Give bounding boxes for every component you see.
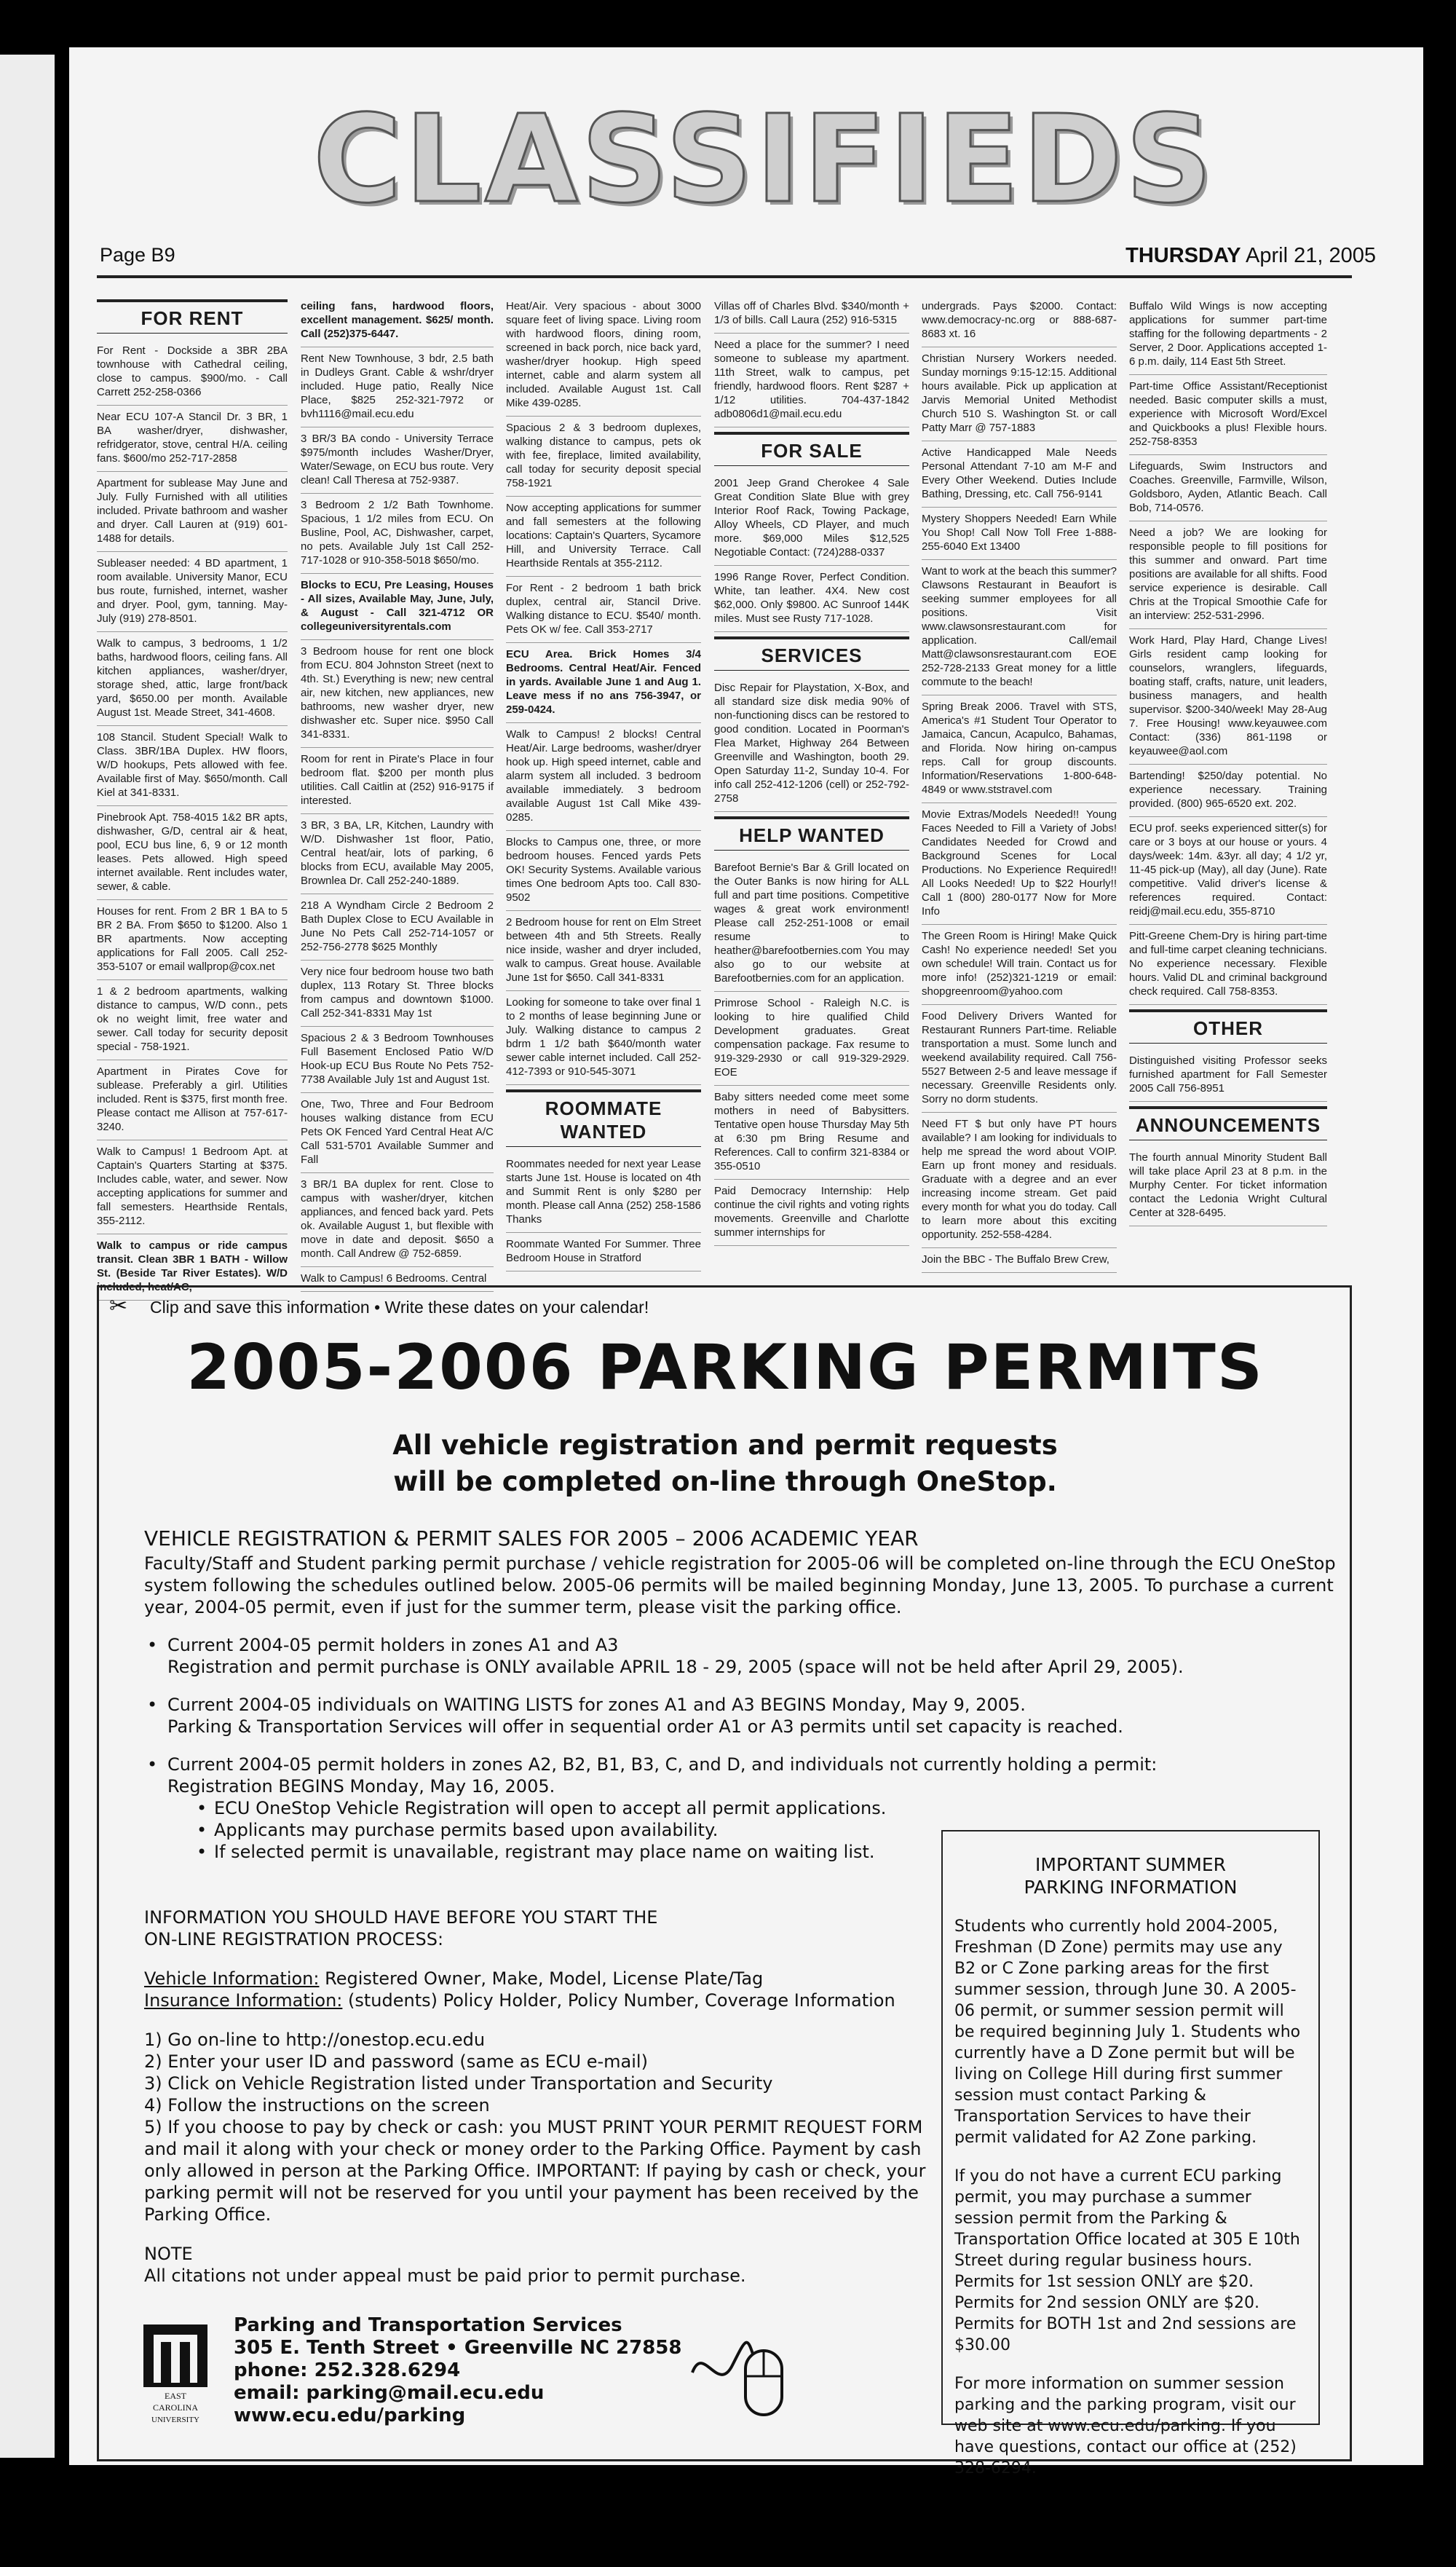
- ecu-logo: [139, 2322, 212, 2431]
- svg-text:UNIVERSITY: UNIVERSITY: [151, 2416, 199, 2424]
- insurance-info-text: (students) Policy Holder, Policy Number, Coverage Information: [342, 1990, 895, 2011]
- insurance-info-label: Insurance Information:: [144, 1990, 343, 2011]
- classified-ad: ceiling fans, hardwood floors, excellent management. $625/ month. Call (252)375-6447.: [301, 295, 494, 347]
- classified-ad: Movie Extras/Models Needed!! Young Faces Needed to Fill a Variety of Jobs! Candidates Needed for Crowd and Background Scenes for Local Productions. No Experience Required!! All Looks Needed! Up to $22 Hourly!! Call 1 (800) 280-0177 Now for More Info: [922, 803, 1117, 925]
- classified-ad: Part-time Office Assistant/Receptionist needed. Basic computer skills a must, experience with Microsoft Word/Excel and Quickbooks a plus! Flexible hours. 252-758-8353: [1129, 375, 1327, 455]
- section-heading-other: OTHER: [1129, 1009, 1327, 1044]
- registration-heading: VEHICLE REGISTRATION & PERMIT SALES FOR 2005 – 2006 ACADEMIC YEAR: [144, 1526, 919, 1550]
- computer-mouse-icon: [689, 2322, 798, 2424]
- schedule-item-line: Registration and permit purchase is ONLY available APRIL 18 - 29, 2005 (space will not be held after April 29, 2005).: [167, 1657, 1184, 1677]
- classified-ad: 1 & 2 bedroom apartments, walking distance to campus, W/D conn., pets ok no weight limit, free water and sewer. Call today for security deposit special - 758-1921.: [97, 980, 288, 1060]
- registration-steps: [144, 1906, 938, 2287]
- classified-ad: Villas off of Charles Blvd. $340/month + 1/3 of bills. Call Laura (252) 916-5315: [714, 295, 909, 334]
- classified-ad: Walk to campus, 3 bedrooms, 1 1/2 baths, hardwood floors, ceiling fans. All kitchen appliances, washer/dryer, storage shed, attic, large front/back yard, $650.00 per month. Available August 1st. Meade Street, 341-4608.: [97, 632, 288, 726]
- scissors-icon: ✂: [109, 1294, 128, 1318]
- masthead-title: CLASSIFIEDS: [313, 90, 1216, 230]
- schedule-subitem: • Applicants may purchase permits based upon availability.: [167, 1819, 1338, 1841]
- column-6: [1129, 295, 1327, 1271]
- section-heading-help-wanted: HELP WANTED: [714, 816, 909, 851]
- classified-ad: Looking for someone to take over final 1 to 2 months of lease beginning June or July. Walking distance to campus 2 bdrm 1 1/2 bath $640/month water sewer cable internet included. Call 252-412-7393 or 910-545-3071: [506, 991, 701, 1085]
- registration-intro: Faculty/Staff and Student parking permit purchase / vehicle registration for 2005-06 will be completed on-line through the ECU OneStop system following the schedules outlined below. 2005-06 permits will be mailed beginning Monday, June 13, 2005. To purchase a current year, 2004-05 permit, even if just for the summer term, please visit the parking office.: [144, 1553, 1336, 1617]
- classified-ad: 1996 Range Rover, Perfect Condition. White, tan leather. 4X4. New cost $62,000. Only $9800. AC Sunroof 144K miles. Must see Rusty 717-1028.: [714, 566, 909, 632]
- classified-ad: Need a job? We are looking for responsible people to fill positions for this summer and onward. Part time positions are available for all shifts. Food service experience is desirable. Call Chris at the Tropical Smoothie Cafe for an interview: 252-531-2996.: [1129, 521, 1327, 629]
- classified-ad: 2 Bedroom house for rent on Elm Street between 4th and 5th Streets. Really nice inside, washer and dryer included, walk to campus. Great house. Available June 1st for $650. Call 341-8331: [506, 911, 701, 991]
- classified-ad: 3 Bedroom house for rent one block from ECU. 804 Johnston Street (next to 4th. St.) Everything is new; new central air, new kitchen, new appliances, new bathrooms, new washer dryer, new dishwasher etc. Super nice. $950 Call 341-8331.: [301, 640, 494, 748]
- classified-ad: Roommate Wanted For Summer. Three Bedroom House in Stratford: [506, 1233, 701, 1271]
- classified-ad: Walk to Campus! 2 blocks! Central Heat/Air. Large bedrooms, washer/dryer hook up. High speed internet, cable and alarm system all included. 3 bedroom available immediately. 3 bedroom available August 1st Call Mike 439-0285.: [506, 723, 701, 831]
- section-heading-for-rent: FOR RENT: [97, 299, 288, 334]
- column-2: [301, 295, 494, 1285]
- classified-ad: Walk to Campus! 1 Bedroom Apt. at Captain's Quarters Starting at $375. Includes cable, water, and sewer. Now accepting applications for summer and fall semesters. Hearthside Rentals, 355-2112.: [97, 1140, 288, 1234]
- svg-text:EAST: EAST: [165, 2391, 186, 2401]
- column-1: [97, 295, 288, 1293]
- ad-title: 2005-2006 PARKING PERMITS: [186, 1331, 1264, 1404]
- issue-date-text: April 21, 2005: [1246, 244, 1376, 267]
- page-number: Page B9: [100, 244, 175, 266]
- summer-heading-line: PARKING INFORMATION: [1024, 1877, 1238, 1898]
- schedule-item-line: • Current 2004-05 individuals on WAITING LISTS for zones A1 and A3 BEGINS Monday, May 9, 2005.: [167, 1695, 1026, 1715]
- classified-ad: Disc Repair for Playstation, X-Box, and all standard size disk media 90% of non-functioning discs can be restored to good condition. Located in Poorman's Flea Market, Highway 264 Between Greenville and Washington, booth 29. Open Saturday 11-2, Sunday 10-4. For info call 252-412-1206 (cell) or 252-792-2758: [714, 677, 909, 812]
- classified-ad: ECU prof. seeks experienced sitter(s) for care or 3 boys at our house or yours. 4 days/week: 14m. &3yr. all day; 4 1/2 yr, 11-45 pick-up (May), all day (June). Rate competitive. Valid driver's license & references required. Contact: reidj@mail.ecu.edu, 355-8710: [1129, 817, 1327, 925]
- registration-info: [144, 1528, 1338, 1863]
- contact-web: www.ecu.edu/parking: [234, 2405, 466, 2426]
- note-text: All citations not under appeal must be paid prior to permit purchase.: [144, 2266, 746, 2286]
- column-4: [714, 295, 909, 1271]
- classified-ad: One, Two, Three and Four Bedroom houses walking distance from ECU Pets OK Fenced Yard Central Heat A/C Call 531-5701 Available Summer and Fall: [301, 1093, 494, 1173]
- classified-ad: 218 A Wyndham Circle 2 Bedroom 2 Bath Duplex Close to ECU Available in June No Pets Call 252-714-1057 or 252-756-2778 $625 Monthly: [301, 894, 494, 961]
- classified-ad: For Rent - 2 bedroom 1 bath brick duplex, central air, Stancil Drive. Walking distance to ECU. $540/ month. Pets OK w/ fee. Call 353-2717: [506, 577, 701, 643]
- column-3: [506, 295, 701, 1271]
- classified-ad: Bartending! $250/day potential. No experience necessary. Training provided. (800) 965-6520 ext. 202.: [1129, 765, 1327, 817]
- schedule-item-line: Registration BEGINS Monday, May 16, 2005.: [167, 1776, 555, 1797]
- classified-ad: Paid Democracy Internship: Help continue the civil rights and voting rights movements. Greenville and Charlotte summer internships for: [714, 1180, 909, 1246]
- classified-ad: ECU Area. Brick Homes 3/4 Bedrooms. Central Heat/Air. Fenced in yards. Available June 1 and Aug 1. Leave mess if no ans 756-3947, or 259-0424.: [506, 643, 701, 723]
- section-heading-announcements: ANNOUNCEMENTS: [1129, 1106, 1327, 1140]
- parking-permits-ad: [97, 1285, 1352, 2477]
- classified-ad: Blocks to ECU, Pre Leasing, Houses - All sizes, Available May, June, July, & August - Call 321-4712 OR collegeuniversityrentals.com: [301, 574, 494, 640]
- classified-ad: Distinguished visiting Professor seeks furnished apartment for Fall Semester 2005 Call 756-8951: [1129, 1049, 1327, 1102]
- classified-ad: Spacious 2 & 3 bedroom duplexes, walking distance to campus, pets ok with fee, fireplace, limited availability, call today for security deposit special 758-1921: [506, 417, 701, 497]
- contact-org: Parking and Transportation Services: [234, 2314, 622, 2336]
- classified-ad: 108 Stancil. Student Special! Walk to Class. 3BR/1BA Duplex. HW floors, W/D hookups, Pets allowed with fee. Available first of May. $650/month. Call Kiel at 341-8331.: [97, 726, 288, 806]
- classified-ad: Primrose School - Raleigh N.C. is looking to hire qualified Child Development graduates. Great compensation package. Fax resume to 919-329-2930 or call 919-329-2929. EOE: [714, 992, 909, 1086]
- classified-ad: Walk to Campus! 6 Bedrooms. Central: [301, 1267, 494, 1292]
- summer-paragraph: If you do not have a current ECU parking permit, you may purchase a summer session permit from the Parking & Transportation Office located at 305 E 10th Street during regular business hours. Permits for 1st session ONLY are $20. Permits for 2nd session ONLY are $20. Permits for BOTH 1st and 2nd sessions are $30.00: [954, 2167, 1300, 2354]
- contact-address: 305 E. Tenth Street • Greenville NC 27858: [234, 2337, 682, 2359]
- vehicle-info: [144, 1968, 938, 1990]
- summer-parking-box: [941, 1830, 1320, 2477]
- adjacent-page-edge: [0, 55, 55, 2458]
- schedule-item-line: • Current 2004-05 permit holders in zones A1 and A3: [167, 1635, 619, 1655]
- classified-ad: Now accepting applications for summer and fall semesters at the following locations: Captain's Quarters, Sycamore Hill, and University Terrace. Call Hearthside Rentals at 355-2112.: [506, 497, 701, 577]
- schedule-item: [144, 1634, 1338, 1678]
- svg-text:CAROLINA: CAROLINA: [153, 2402, 198, 2413]
- classified-ad: Work Hard, Play Hard, Change Lives! Girls resident camp looking for counselors, wranglers, lifeguards, boating staff, crafts, nature, unit leaders, business managers, and health supervisor. $200-340/week! May 28-Aug 7. Free Housing! www.keyauwee.com Contact: (336) 861-1198 or keyauwee@aol.com: [1129, 629, 1327, 765]
- contact-email: email: parking@mail.ecu.edu: [234, 2382, 545, 2404]
- classified-ad: 2001 Jeep Grand Cherokee 4 Sale Great Condition Slate Blue with grey Interior Roof Rack, Towing Package, Alloy Wheels, CD Player, and much more. $69,000 Miles $12,525 Negotiable Contact: (724)288-0337: [714, 472, 909, 566]
- classified-ad: 3 BR/1 BA duplex for rent. Close to campus with washer/dryer, kitchen appliances, and fenced back yard. Pets ok. Available August 1, but flexible with move in date and deposit. $650 a month. Call Andrew @ 752-6859.: [301, 1173, 494, 1267]
- classified-ad: Subleaser needed: 4 BD apartment, 1 room available. University Manor, ECU bus route, furnished, internet, washer and dryer. Pool, gym, tanning. May-July (919) 278-8501.: [97, 552, 288, 632]
- schedule-item-line: • Current 2004-05 permit holders in zones A2, B2, B1, B3, C, and D, and individuals not currently holding a permit:: [167, 1754, 1158, 1775]
- step: 1) Go on-line to http://onestop.ecu.edu: [144, 2030, 486, 2050]
- info-heading: INFORMATION YOU SHOULD HAVE BEFORE YOU START THE: [144, 1907, 658, 1928]
- classified-ad: For Rent - Dockside a 3BR 2BA townhouse with Cathedral ceiling, close to campus. $900/mo. - Call Carrett 252-258-0366: [97, 339, 288, 406]
- classified-ad: Want to work at the beach this summer? Clawsons Restaurant in Beaufort is seeking summer employees for all positions. Visit www.clawsonsrestaurant.com for application. Call/email Matt@clawsonsrestaurant.com EOE 252-728-2133 Great money for a little commute to the beach!: [922, 560, 1117, 695]
- classified-ad: 3 BR/3 BA condo - University Terrace $975/month includes Washer/Dryer, Water/Sewage, on ECU bus route. Very clean! Call Theresa at 752-9387.: [301, 427, 494, 494]
- vehicle-info-label: Vehicle Information:: [144, 1968, 320, 1989]
- schedule-subitem: • ECU OneStop Vehicle Registration will open to accept all permit applications.: [167, 1797, 1338, 1819]
- section-heading-for-sale: FOR SALE: [714, 432, 909, 466]
- classified-ad: Pinebrook Apt. 758-4015 1&2 BR apts, dishwasher, G/D, central air & heat, pool, ECU bus line, 6, 9 or 12 month leases. Pets allowed. High speed internet available. Rent includes water, sewer, & cable.: [97, 806, 288, 900]
- summer-heading: [954, 1853, 1307, 1898]
- classified-ad: Christian Nursery Workers needed. Sunday mornings 9:15-12:15. Additional hours available. Pick up application at Jarvis Memorial United Methodist Church 510 S. Washington St. or call Patty Marr @ 757-1883: [922, 347, 1117, 441]
- ad-subtitle: [99, 1427, 1351, 1500]
- ad-subtitle-line: will be completed on-line through OneStop.: [393, 1466, 1057, 1497]
- classified-ad: Blocks to Campus one, three, or more bedroom houses. Fenced yards Pets OK! Security Systems. Available various times One bedroom Apts too. Call 830-9502: [506, 831, 701, 911]
- contact-block: [234, 2314, 681, 2427]
- vehicle-info-text: Registered Owner, Make, Model, License Plate/Tag: [319, 1968, 764, 1989]
- classified-ad: Room for rent in Pirate's Place in four bedroom flat. $200 per month plus utilities. Call Caitlin at (252) 916-9175 if interested.: [301, 748, 494, 814]
- classified-ad: undergrads. Pays $2000. Contact: www.democracy-nc.org or 888-687-8683 xt. 16: [922, 295, 1117, 347]
- summer-heading-line: IMPORTANT SUMMER: [1034, 1854, 1227, 1875]
- classified-ad: Apartment in Pirates Cove for sublease. Preferably a girl. Utilities included. Rent is $375, first month free. Please contact me Allison at 757-617-3240.: [97, 1060, 288, 1140]
- classified-ad: Join the BBC - The Buffalo Brew Crew,: [922, 1248, 1117, 1273]
- summer-paragraph: Students who currently hold 2004-2005, Freshman (D Zone) permits may use any B2 or C Zone parking areas for the first summer session, through June 30. A 2005-06 permit, or summer session permit will be required beginning July 1. Students who currently have a D Zone permit but will be living on College Hill during first summer session must contact Parking & Transportation Services to have their permit validated for A2 Zone parking.: [954, 1917, 1301, 2147]
- classified-ad: Need a place for the summer? I need someone to sublease my apartment. 11th Street, walk to campus, pet friendly, hardwood floors. Rent $287 + 1/12 utilities. 704-437-1842 adb0806d1@mail.ecu.edu: [714, 334, 909, 427]
- classified-ad: Mystery Shoppers Needed! Earn While You Shop! Call Now Toll Free 1-888-255-6040 Ext 13400: [922, 508, 1117, 560]
- classified-ad: Near ECU 107-A Stancil Dr. 3 BR, 1 BA washer/dryer, dishwasher, refridgerator, stove, central H/A. ceiling fans. $600/mo 252-717-2858: [97, 406, 288, 472]
- note-label: NOTE: [144, 2244, 193, 2264]
- classified-ad: Lifeguards, Swim Instructors and Coaches. Greenville, Farmville, Wilson, Goldsboro, Ayden, Atlantic Beach. Call Bob, 714-0576.: [1129, 455, 1327, 521]
- step: 2) Enter your user ID and password (same as ECU e-mail): [144, 2051, 648, 2072]
- ad-subtitle-line: All vehicle registration and permit requests: [392, 1430, 1058, 1461]
- contact-phone: phone: 252.328.6294: [234, 2359, 461, 2381]
- schedule-item: [144, 1694, 1338, 1738]
- classified-ad: Food Delivery Drivers Wanted for Restaurant Runners Part-time. Reliable transportation a must. Some lunch and weekend availability required. Call 756-5527 Between 2-5 and leave message if necessary. Greenville Residents only. Sorry no dorm students.: [922, 1005, 1117, 1113]
- header-rule: [97, 275, 1352, 278]
- issue-weekday: THURSDAY: [1125, 244, 1241, 267]
- step: 3) Click on Vehicle Registration listed under Transportation and Security: [144, 2073, 773, 2094]
- classified-ad: 3 Bedroom 2 1/2 Bath Townhome. Spacious, 1 1/2 miles from ECU. On Busline, Pool, AC, Dishwasher, carpet, no pets. Available July 1st Call 252-717-1028 or 910-358-5018 $650/mo.: [301, 494, 494, 574]
- schedule-subitem: • If selected permit is unavailable, registrant may place name on waiting list.: [167, 1841, 1338, 1863]
- classified-ad: Walk to campus or ride campus transit. Clean 3BR 1 BATH - Willow St. (Beside Tar River Estates). W/D included, heat/AC,: [97, 1234, 288, 1301]
- classified-ad: Spacious 2 & 3 Bedroom Townhouses Full Basement Enclosed Patio W/D Hook-up ECU Bus Route No Pets 752-7738 Available July 1st and August 1st.: [301, 1027, 494, 1093]
- info-heading: ON-LINE REGISTRATION PROCESS:: [144, 1929, 444, 1949]
- section-heading-services: SERVICES: [714, 636, 909, 671]
- clip-note: Clip and save this information • Write these dates on your calendar!: [150, 1298, 649, 1317]
- masthead: [313, 87, 1216, 233]
- schedule-item-line: Parking & Transportation Services will offer in sequential order A1 or A3 permits until set capacity is reached.: [167, 1716, 1123, 1737]
- classified-ad: Spring Break 2006. Travel with STS, America's #1 Student Tour Operator to Jamaica, Cancun, Acapulco, Bahamas, and Florida. Now hiring on-campus reps. Call for group discounts. Information/Reservations 1-800-648-4849 or www.ststravel.com: [922, 695, 1117, 803]
- classified-ad: Buffalo Wild Wings is now accepting applications for summer part-time staffing for the following departments - 2 Server, 2 Door. Applications accepted 1-6 p.m. daily, 114 East 5th Street.: [1129, 295, 1327, 375]
- classified-ad: Roommates needed for next year Lease starts June 1st. House is located on 4th and Summit Rent is only $280 per month. Please call Anna (252) 258-1586 Thanks: [506, 1153, 701, 1233]
- section-heading-roommate-wanted: ROOMMATE WANTED: [506, 1089, 701, 1147]
- classified-ad: Heat/Air. Very spacious - about 3000 square feet of living space. Living room with hardwood floors, dining room, screened in back porch, nice back yard, washer/dryer hookup. High speed internet, cable and alarm system all included. Available August 1st. Call Mike 439-0285.: [506, 295, 701, 417]
- classified-ad: The fourth annual Minority Student Ball will take place April 23 at 8 p.m. in the Murphy Center. For ticket information contact the Ledonia Wright Cultural Center at 328-6495.: [1129, 1146, 1327, 1226]
- classified-ad: Need FT $ but only have PT hours available? I am looking for individuals to help me spread the word about VOIP. Earn up front money and residuals. Graduate with a degree and an ever increasing income stream. Get paid every month for what you do today. Call to learn more about this exciting opportunity. 252-558-4284.: [922, 1113, 1117, 1248]
- summer-paragraph: For more information on summer session parking and the parking program, visit our web site at www.ecu.edu/parking. If you have questions, contact our office at (252) 328-6294.: [954, 2375, 1297, 2477]
- classified-ad: Barefoot Bernie's Bar & Grill located on the Outer Banks is now hiring for ALL full and part time positions. Competitive wages & great work environment! Please call 252-251-1008 or email resume to heather@barefootbernies.com You may also go to our website at Barefootbernies.com for an application.: [714, 856, 909, 992]
- step: 4) Follow the instructions on the screen: [144, 2095, 490, 2115]
- issue-date: [1125, 244, 1376, 268]
- classified-ad: Baby sitters needed come meet some mothers in need of Babysitters. Tentative open house Thursday May 5th at 6:30 pm Bring Resume and References. Call to confirm 321-8384 or 355-0510: [714, 1086, 909, 1180]
- classified-ad: 3 BR, 3 BA, LR, Kitchen, Laundry with W/D. Dishwasher 1st floor, Patio, Central heat/air, lots of parking, 6 blocks from ECU, available May 2005, Brownlea Dr. Call 252-240-1889.: [301, 814, 494, 894]
- classified-ad: Apartment for sublease May June and July. Fully Furnished with all utilities included. Private bathroom and washer and dryer. Call Lauren at (919) 601-1488 for details.: [97, 472, 288, 552]
- classified-ad: Active Handicapped Male Needs Personal Attendant 7-10 am M-F and Every Other Weekend. Duties Include Bathing, Dressing, etc. Call 756-9141: [922, 441, 1117, 508]
- column-5: [922, 295, 1117, 1271]
- classified-ad: Rent New Townhouse, 3 bdr, 2.5 bath in Dudleys Grant. Cable & wshr/dryer included. Huge patio, Really Nice Place, $825 252-321-7972 or bvh1116@mail.ecu.edu: [301, 347, 494, 427]
- classified-ad: Pitt-Greene Chem-Dry is hiring part-time and full-time carpet cleaning technicians. No experience necessary. Flexible hours. Valid DL and criminal background check required. Call 758-8353.: [1129, 925, 1327, 1005]
- classified-ad: The Green Room is Hiring! Make Quick Cash! No experience needed! Set you own schedule! Will train. Contact us for more info! (252)321-1219 or email: shopgreenroom@yahoo.com: [922, 925, 1117, 1005]
- insurance-info: [144, 1990, 938, 2011]
- classified-columns: [97, 295, 1352, 1293]
- classified-ad: Very nice four bedroom house two bath duplex, 113 Rotary St. Three blocks from campus and downtown $1000. Call 252-341-8331 May 1st: [301, 961, 494, 1027]
- classified-ad: Houses for rent. From 2 BR 1 BA to 5 BR 2 BA. From $650 to $1200. Also 1 BR apartments. Now accepting applications for Fall 2005. Call 252-353-5107 or email wallprop@cox.net: [97, 900, 288, 980]
- step: 5) If you choose to pay by check or cash: you MUST PRINT YOUR PERMIT REQUEST FORM and mail it along with your check or money order to the Parking Office. Payment by cash only allowed in person at the Parking Office. IMPORTANT: If paying by cash or check, your parking permit will not be reserved for you until your payment has been received by the Parking Office.: [144, 2117, 926, 2225]
